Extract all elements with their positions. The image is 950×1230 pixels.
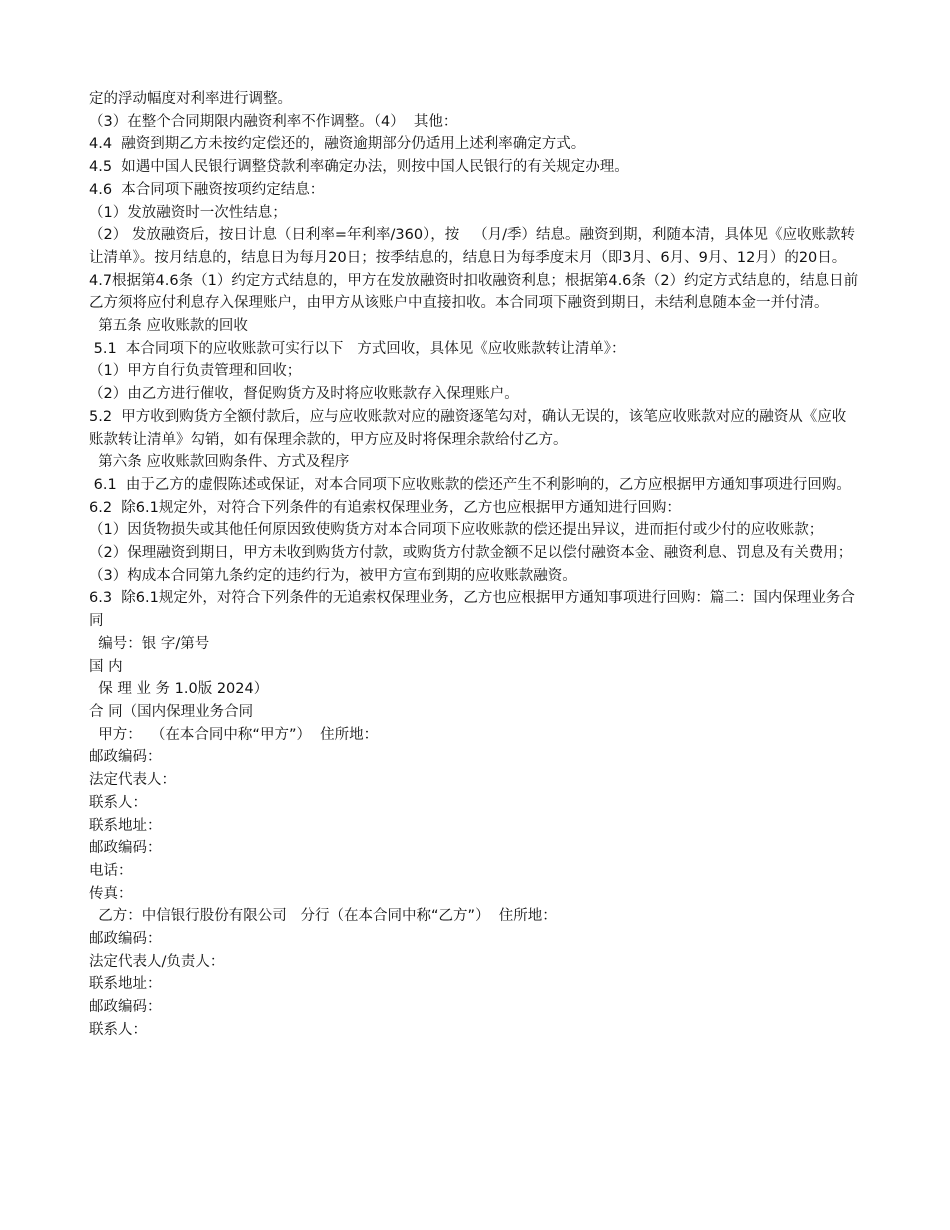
field-label: 联系人： <box>89 794 147 811</box>
text-line: （1）甲方自行负责管理和回收； <box>89 363 302 380</box>
contract-number: 编号：银 字/第号 <box>89 635 210 652</box>
text-paragraph: （2） 发放融资后，按日计息（日利率=年利率/360），按 （月/季）结息。融资到期，利随本清，具体见《应收账款转让清单》。按月结息的，结息日为每月20日；按季结息的，结息日为每季度末月（即3月、6月、9月、12月）的20日。 <box>89 227 856 266</box>
text-line: 6.2 除6.1规定外，对符合下列条件的有追索权保理业务，乙方也应根据甲方通知进行回购： <box>89 499 681 516</box>
field-label: 联系地址： <box>89 976 162 993</box>
field-label: 法定代表人/负责人： <box>89 953 225 970</box>
field-label: 传真： <box>89 885 133 902</box>
text-paragraph: 5.2 甲方收到购货方全额付款后，应与应收账款对应的融资逐笔勾对，确认无误的，该笔应收账款对应的融资从《应收账款转让清单》勾销，如有保理余款的，甲方应及时将保理余款给付乙方。 <box>89 408 847 448</box>
text-paragraph: （2）保理融资到期日，甲方未收到购货方付款，或购货方付款金额不足以偿付融资本金、融资利息、罚息及有关费用； <box>89 545 853 562</box>
field-label: 邮政编码： <box>89 999 162 1016</box>
field-label: 法定代表人： <box>89 772 176 789</box>
text-paragraph: 6.3 除6.1规定外，对符合下列条件的无追索权保理业务，乙方也应根据甲方通知事项进行回购：篇二：国内保理业务合同 <box>89 590 855 630</box>
field-label: 邮政编码： <box>89 931 162 948</box>
field-label: 电话： <box>89 862 133 879</box>
text-line: 5.1 本合同项下的应收账款可实行以下 方式回收，具体见《应收账款转让清单》： <box>89 340 626 357</box>
text-paragraph: （1）因货物损失或其他任何原因致使购货方对本合同项下应收账款的偿还提出异议，进而拒付或少付的应收账款； <box>89 522 824 539</box>
text-line: 定的浮动幅度对利率进行调整。 <box>89 91 292 107</box>
field-label: 邮政编码： <box>89 840 162 857</box>
text-line: 4.6 本合同项下融资按项约定结息： <box>89 181 325 198</box>
text-line: （1）发放融资时一次性结息； <box>89 204 287 221</box>
text-line: （2）由乙方进行催收，督促购货方及时将应收账款存入保理账户。 <box>89 386 519 403</box>
field-label: 联系人： <box>89 1021 147 1038</box>
text-paragraph: 6.1 由于乙方的虚假陈述或保证，对本合同项下应收账款的偿还产生不利影响的，乙方应根据甲方通知事项进行回购。 <box>89 476 851 493</box>
contract-title-line: 合 同（国内保理业务合同 <box>89 703 254 720</box>
field-label: 联系地址： <box>89 817 162 834</box>
text-line: （3）在整个合同期限内融资利率不作调整。（4） 其他： <box>89 113 458 130</box>
text-line: 4.5 如遇中国人民银行调整贷款利率确定办法，则按中国人民银行的有关规定办理。 <box>89 159 629 176</box>
text-paragraph: 4.7根据第4.6条（1）约定方式结息的，甲方在发放融资时扣收融资利息；根据第4.6条（2）约定方式结息的，结息日前乙方须将应付利息存入保理账户，由甲方从该账户中直接扣收。本合同项下融资到期日，未结利息随本金一并付清。 <box>89 272 859 312</box>
section-heading: 第六条 应收账款回购条件、方式及程序 <box>89 454 350 471</box>
contract-title-line: 国 内 <box>89 658 123 675</box>
document-body <box>89 88 859 1042</box>
text-line: 4.4 融资到期乙方未按约定偿还的，融资逾期部分仍适用上述利率确定方式。 <box>89 136 586 153</box>
text-line: （3）构成本合同第九条约定的违约行为，被甲方宣布到期的应收账款融资。 <box>89 567 577 584</box>
party-b-line: 乙方：中信银行股份有限公司 分行（在本合同中称“乙方”） 住所地： <box>89 908 557 925</box>
party-a-line: 甲方： （在本合同中称“甲方”） 住所地： <box>89 726 379 743</box>
section-heading: 第五条 应收账款的回收 <box>89 318 248 335</box>
field-label: 邮政编码： <box>89 749 162 766</box>
contract-title-line: 保 理 业 务 1.0版 2024） <box>89 681 269 698</box>
